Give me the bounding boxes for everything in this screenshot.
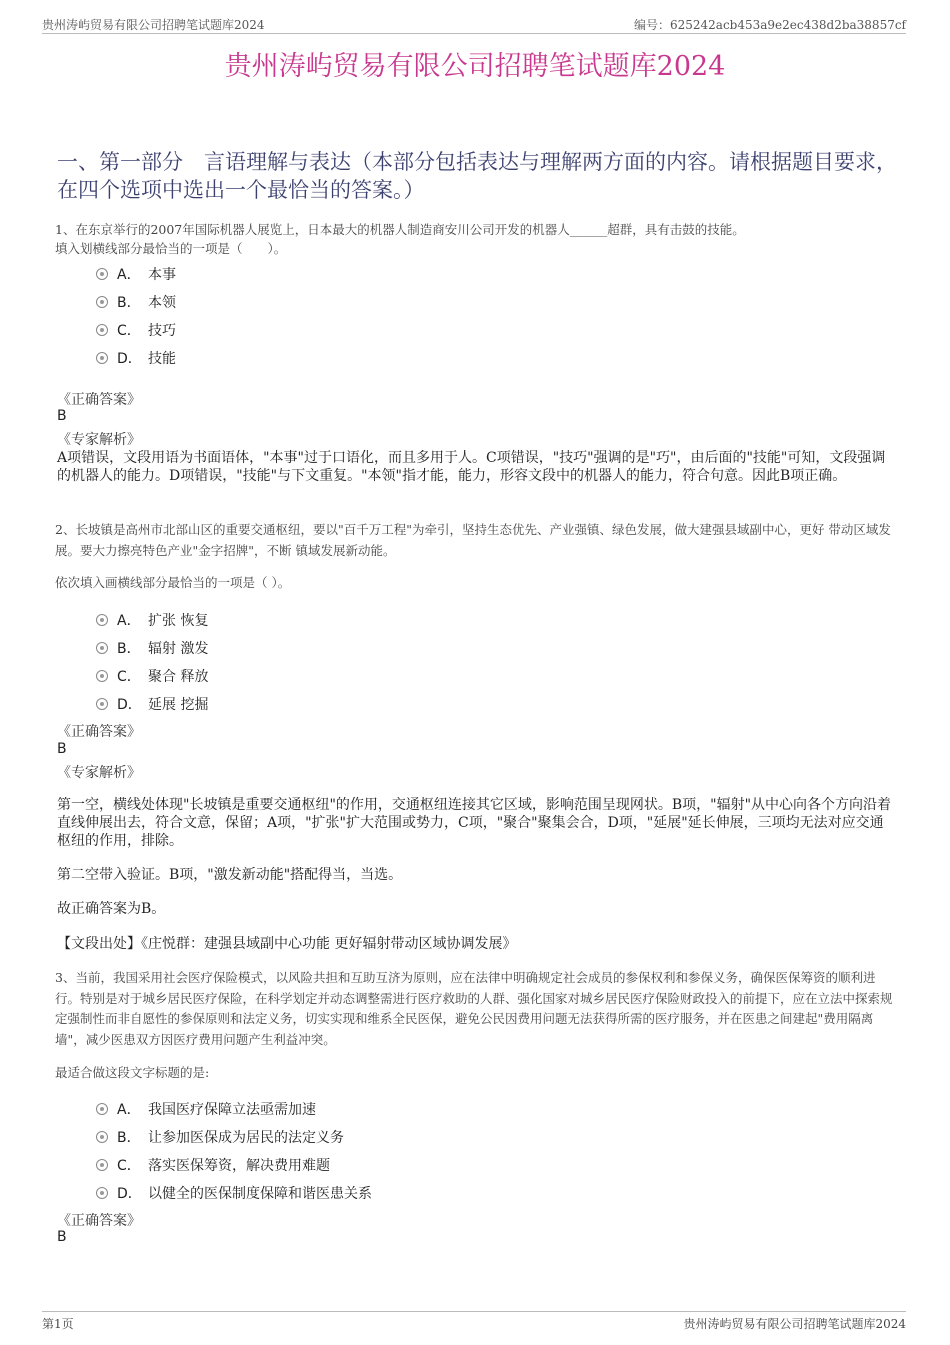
option-text: 本领 [148, 295, 176, 311]
question-2-analysis-para-1: 第一空，横线处体现"长坡镇是重要交通枢纽"的作用，交通枢纽连接其它区域，影响范围呈现网状。B项，"辐射"从中心向各个方向沿着直线伸展出去，符合文意，保留；A项，"扩张"扩大范围或势力，C项，"聚合"聚集会合，D项，"延展"延长伸展，三项均无法对应交通枢纽的作用，排除。 [57, 797, 892, 849]
option-letter: D． [117, 697, 142, 713]
question-3-answer-label: 《正确答案》 [57, 1213, 141, 1229]
question-2-answer-label: 《正确答案》 [57, 724, 141, 740]
section-heading: 一、第一部分 言语理解与表达（本部分包括表达与理解两方面的内容。请根据题目要求，在四个选项中选出一个最恰当的答案。） [57, 150, 897, 202]
option-letter: A． [117, 1102, 141, 1118]
option-text: 落实医保筹资，解决费用难题 [148, 1158, 330, 1174]
option-letter: A． [117, 613, 141, 629]
page-number: 第1页 [42, 1317, 74, 1331]
question-2-analysis-para-3: 故正确答案为B。 [57, 901, 166, 917]
option-letter: B． [117, 641, 141, 657]
question-1-prompt: 填入划横线部分最恰当的一项是（ ）。 [55, 241, 287, 256]
question-2-analysis-para-2: 第二空带入验证。B项，"激发新动能"搭配得当，当选。 [57, 867, 403, 883]
page-header [42, 14, 906, 34]
radio-icon[interactable] [96, 324, 108, 336]
question-3-stem: 3、当前，我国采用社会医疗保险模式，以风险共担和互助互济为原则，应在法律中明确规定社会成员的参保权利和参保义务，确保医保筹资的顺利进行。特别是对于城乡居民医疗保险，在科学划定并动态调整需进行医疗救助的人群、强化国家对城乡居民医疗保险财政投入的前提下，应在立法中探索规定强制性而非自愿性的参保原则和法定义务，切实实现和维系全民医保，避免公民因费用问题无法获得所需的医疗服务，并在医患之间建起"费用隔离墙"，减少医患双方因医疗费用问题产生利益冲突。 [55, 970, 893, 1047]
option-text: 聚合 释放 [148, 669, 209, 685]
question-1-analysis: A项错误，文段用语为书面语体，"本事"过于口语化，而且多用于人。C项错误，"技巧"强调的是"巧"，由后面的"技能"可知，文段强调的机器人的能力。D项错误，"技能"与下文重复。"本领"指才能，能力，形容文段中的机器人的能力，符合句意。因此B项正确。 [57, 450, 886, 484]
header-doc-name: 贵州涛屿贸易有限公司招聘笔试题库2024 [42, 18, 265, 32]
option-text: 本事 [148, 267, 176, 283]
question-1-stem: 1、在东京举行的2007年国际机器人展览上，日本最大的机器人制造商安川公司开发的机器人______超群，具有击鼓的技能。 [55, 222, 745, 237]
radio-icon[interactable] [96, 642, 108, 654]
question-2-stem: 2、长坡镇是高州市北部山区的重要交通枢纽，要以"百千万工程"为牵引，坚持生态优先、产业强镇、绿色发展，做大建强县域副中心，更好 带动区域发展。要大力擦亮特色产业"金字招牌"，不断 镇域发展新动能。 [55, 522, 891, 558]
option-letter: C． [117, 669, 141, 685]
radio-icon[interactable] [96, 1159, 108, 1171]
option-text: 我国医疗保障立法亟需加速 [148, 1102, 316, 1118]
radio-icon[interactable] [96, 1187, 108, 1199]
option-text: 扩张 恢复 [148, 613, 209, 629]
option-letter: C． [117, 323, 141, 339]
option-text: 延展 挖掘 [148, 697, 209, 713]
document-title: 贵州涛屿贸易有限公司招聘笔试题库2024 [224, 51, 726, 82]
radio-icon[interactable] [96, 1103, 108, 1115]
question-2-source: 【文段出处】《庄悦群：建强县域副中心功能 更好辐射带动区域协调发展》 [57, 936, 517, 952]
option-letter: B． [117, 295, 141, 311]
question-2-prompt: 依次填入画横线部分最恰当的一项是（ ）。 [55, 575, 291, 590]
radio-icon[interactable] [96, 1131, 108, 1143]
option-text: 让参加医保成为居民的法定义务 [148, 1130, 344, 1146]
question-2-answer: B [57, 741, 67, 757]
radio-icon[interactable] [96, 614, 108, 626]
footer-doc-name: 贵州涛屿贸易有限公司招聘笔试题库2024 [683, 1317, 906, 1331]
option-letter: C． [117, 1158, 141, 1174]
radio-icon[interactable] [96, 352, 108, 364]
radio-icon[interactable] [96, 698, 108, 710]
question-3-answer: B [57, 1229, 67, 1245]
option-text: 技巧 [148, 323, 176, 339]
question-2-analysis-label: 《专家解析》 [57, 765, 141, 781]
radio-icon[interactable] [96, 268, 108, 280]
option-letter: A． [117, 267, 141, 283]
option-letter: B． [117, 1130, 141, 1146]
question-3-prompt: 最适合做这段文字标题的是: [55, 1065, 210, 1080]
page-footer [42, 1311, 906, 1331]
radio-icon[interactable] [96, 670, 108, 682]
option-letter: D． [117, 351, 142, 367]
header-doc-id: 编号：625242acb453a9e2ec438d2ba38857cf [633, 18, 906, 32]
radio-icon[interactable] [96, 296, 108, 308]
question-1-analysis-label: 《专家解析》 [57, 432, 141, 448]
question-1-answer: B [57, 408, 67, 424]
option-letter: D． [117, 1186, 142, 1202]
option-text: 技能 [148, 351, 176, 367]
question-1-answer-label: 《正确答案》 [57, 392, 141, 408]
option-text: 以健全的医保制度保障和谐医患关系 [148, 1186, 372, 1202]
option-text: 辐射 激发 [148, 641, 209, 657]
